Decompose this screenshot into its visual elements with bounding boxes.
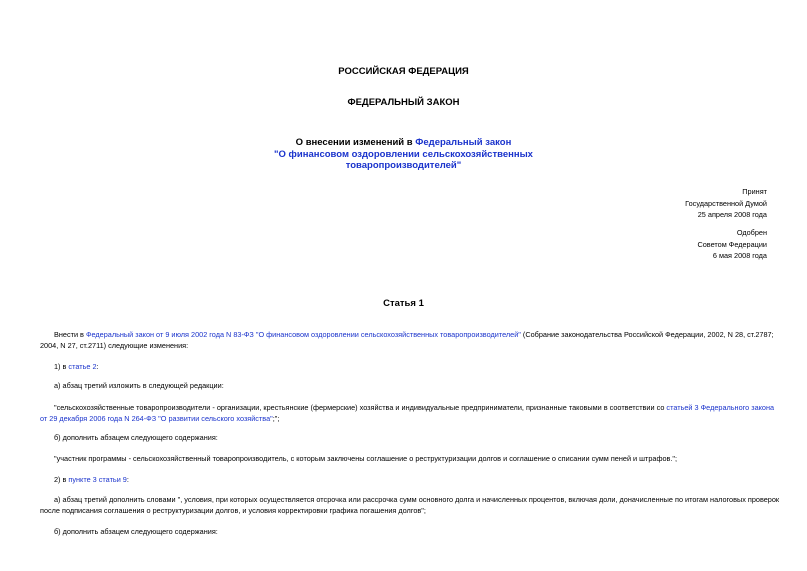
quoted-definition [40, 402, 775, 424]
paragraph-intro [40, 329, 774, 351]
participant-definition: "участник программы - сельскохозяйственный товаропроизводитель, с которым заключены соглашение о реструктуризации долгов и соглашение о списании сумм пеней и штрафов."; [54, 454, 678, 463]
quoted-definition-text: "сельскохозяйственные товаропроизводители - организации, крестьянские (фермерские) хозяйства и индивидуальные предприниматели, признанные таковыми в соответствии со [54, 403, 667, 412]
item-2-suffix: : [126, 475, 129, 484]
paragraph-intro-suffix: (Собрание законодательства Российской Федерации, 2002, N 28, ст.2787; [520, 330, 774, 339]
paragraph-intro-line-2: 2004, N 27, ст.2711) следующие изменения: [40, 341, 189, 350]
item-2a-line-1: а) абзац третий дополнить словами ", условия, при которых осуществляется отсрочка или рассрочка сумм основного долга и начисленных процентов, включая доли, доначисленные по итогам налоговых проверок [54, 495, 780, 504]
approved-line-3: 6 мая 2008 года [712, 251, 767, 260]
law-264-link[interactable]: от 29 декабря 2006 года N 264-ФЗ "О развитии сельского хозяйства" [40, 414, 273, 423]
federal-law-83-link[interactable]: Федеральный закон от 9 июля 2002 года N 83-ФЗ "О финансовом оздоровлении сельскохозяйственных товаропроизводителей" [85, 330, 521, 339]
article-heading: Статья 1 [383, 298, 424, 309]
paragraph-intro-line-1 [40, 329, 774, 340]
adopted-block [517, 186, 767, 221]
adopted-line-1: Принят [742, 187, 767, 196]
item-1 [40, 361, 770, 372]
article-3-link[interactable]: статьей 3 Федерального закона [666, 403, 775, 412]
item-2 [40, 474, 770, 485]
approved-line-2: Советом Федерации [697, 239, 767, 249]
item-1b: б) дополнить абзацем следующего содержания: [54, 433, 218, 442]
law-title-line-1 [0, 137, 807, 149]
law-title-prefix: О внесении изменений в [295, 137, 416, 148]
article-2-link[interactable]: статье 2 [68, 362, 97, 371]
law-title [0, 137, 807, 172]
item-2b: б) дополнить абзацем следующего содержания: [54, 527, 218, 536]
law-title-line-2-link[interactable]: "О финансовом оздоровлении сельскохозяйственных [274, 148, 533, 160]
paragraph-intro-prefix: Внести в [54, 330, 86, 339]
doc-type-heading: ФЕДЕРАЛЬНЫЙ ЗАКОН [347, 97, 460, 108]
country-heading: РОССИЙСКАЯ ФЕДЕРАЦИЯ [338, 66, 469, 77]
item-1-suffix: : [96, 362, 99, 371]
article-9-link[interactable]: пункте 3 статьи 9 [68, 475, 127, 484]
quoted-definition-line-1 [40, 402, 775, 413]
law-title-line-3-link[interactable]: товаропроизводителей" [345, 160, 462, 171]
adopted-line-2: Государственной Думой [685, 198, 767, 208]
item-2a [40, 494, 780, 516]
quoted-definition-suffix: ;"; [272, 414, 280, 423]
federal-law-link[interactable]: Федеральный закон [415, 137, 512, 148]
item-1-prefix: 1) в [54, 362, 69, 371]
item-1a: а) абзац третий изложить в следующей редакции: [54, 381, 224, 390]
approved-line-1: Одобрен [736, 228, 767, 237]
item-2a-line-2: после подписания соглашения о реструктуризации долгов, и условия корректировки графика погашения долгов"; [40, 506, 426, 515]
item-2-prefix: 2) в [54, 475, 69, 484]
adopted-line-3: 25 апреля 2008 года [697, 210, 767, 219]
quoted-definition-line-2 [40, 413, 770, 424]
approved-block [517, 227, 767, 262]
